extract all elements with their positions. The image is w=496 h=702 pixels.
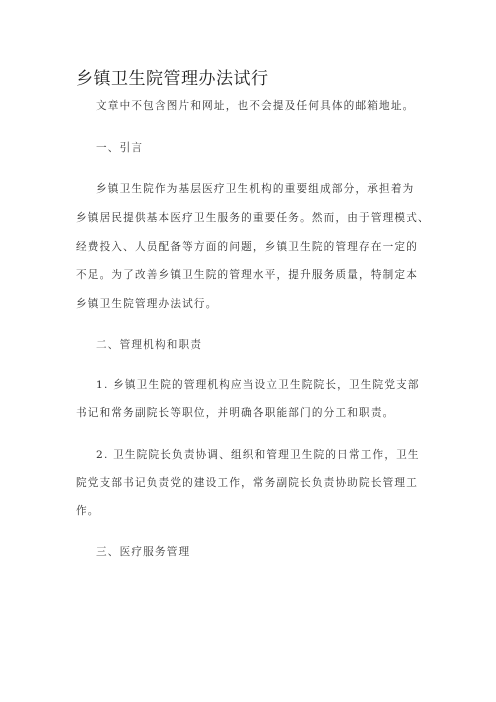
section-1-line-2: 乡镇居民提供基本医疗卫生服务的重要任务。然而，由于管理模式、 xyxy=(76,212,430,224)
section-2-item-1-line-2: 书记和常务副院长等职位，并明确各职能部门的分工和职责。 xyxy=(76,407,395,419)
section-2-heading: 二、管理机构和职责 xyxy=(96,339,203,351)
section-2-item-1-line-1: 1. 乡镇卫生院的管理机构应当设立卫生院院长，卫生院党支部 xyxy=(96,379,420,391)
section-2-item-2-line-1: 2. 卫生院院长负责协调、组织和管理卫生院的日常工作，卫生 xyxy=(96,449,420,461)
section-3-heading: 三、医疗服务管理 xyxy=(96,546,191,558)
section-1-line-3: 经费投入、人员配备等方面的问题，乡镇卫生院的管理存在一定的 xyxy=(76,241,419,253)
document-title: 乡镇卫生院管理办法试行 xyxy=(76,69,269,89)
section-1-line-4: 不足。为了改善乡镇卫生院的管理水平，提升服务质量，特制定本 xyxy=(76,269,419,281)
intro-line: 文章中不包含图片和网址，也不会提及任何具体的邮箱地址。 xyxy=(96,100,415,112)
section-1-line-5: 乡镇卫生院管理办法试行。 xyxy=(76,298,218,310)
section-1-line-1: 乡镇卫生院作为基层医疗卫生机构的重要组成部分，承担着为 xyxy=(96,183,415,195)
section-1-heading: 一、引言 xyxy=(96,142,144,154)
section-2-item-2-line-2: 院党支部书记负责党的建设工作，常务副院长负责协助院长管理工 xyxy=(76,477,419,489)
section-2-item-2-line-3: 作。 xyxy=(76,505,100,517)
